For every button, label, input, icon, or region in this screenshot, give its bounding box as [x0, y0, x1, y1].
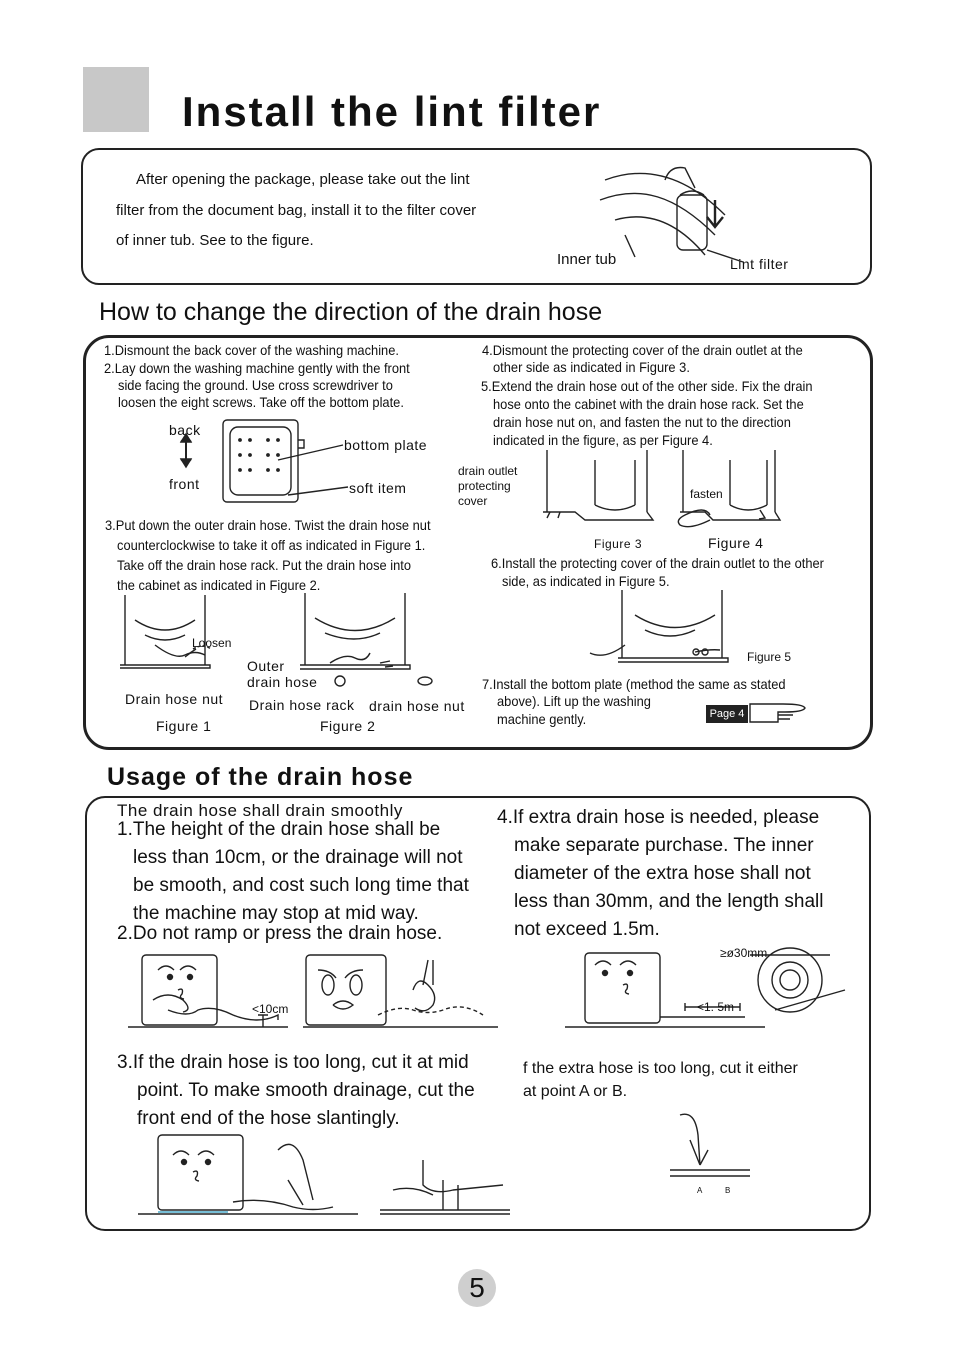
step6-line-1: 6.Install the protecting cover of the drain outlet to the other: [491, 555, 824, 571]
page-number: 5: [458, 1269, 496, 1307]
step7-line-1: 7.Install the bottom plate (method the same as stated: [482, 676, 786, 692]
cut-point-illustration: [655, 1110, 755, 1185]
lint-intro-line-2: filter from the document bag, install it to the filter cover: [116, 202, 477, 219]
figure3-4-illustration: [535, 450, 785, 535]
item1-line-2: less than 10cm, or the drainage will not: [133, 847, 463, 868]
step3-line-2: counterclockwise to take it off as indicated in Figure 1.: [117, 537, 426, 553]
item4-line-1: 4.If extra drain hose is needed, please: [497, 807, 820, 828]
step3-line-4: the cabinet as indicated in Figure 2.: [117, 577, 321, 593]
label-drain-hose-nut-1: Drain hose nut: [125, 691, 224, 707]
label-1-5m: <1. 5m: [697, 1000, 735, 1014]
label-drain-hose-rack: Drain hose rack: [249, 697, 355, 713]
drain-usage-heading: Usage of the drain hose: [107, 763, 414, 791]
item3-line-1: 3.If the drain hose is too long, cut it at mid: [117, 1052, 469, 1073]
step5-line-2: hose onto the cabinet with the drain hose rack. Set the: [493, 396, 804, 412]
drain-direction-heading: How to change the direction of the drain hose: [99, 298, 603, 326]
label-back: back: [169, 422, 201, 438]
label-drain-outlet: drain outlet: [458, 464, 518, 478]
label-figure4: Figure 4: [708, 535, 764, 551]
item1-line-3: be smooth, and cost such long time that: [133, 875, 469, 896]
step7-line-2: above). Lift up the washing: [497, 693, 651, 709]
lint-filter-illustration: [595, 155, 795, 265]
label-point-a: A: [697, 1186, 703, 1195]
extra-line-2: at point A or B.: [523, 1083, 628, 1100]
step4-line-1: 4.Dismount the protecting cover of the drain outlet at the: [482, 342, 803, 358]
usage-subheading: The drain hose shall drain smoothly: [117, 801, 403, 820]
label-inner-tub: Inner tub: [557, 251, 617, 268]
header-gray-block: [83, 67, 149, 132]
page-title: Install the lint filter: [182, 88, 602, 135]
figure5-illustration: [580, 590, 730, 670]
item3-line-3: front end of the hose slantingly.: [137, 1108, 400, 1129]
label-protecting: protecting: [458, 479, 511, 493]
step2-line-1: 2.Lay down the washing machine gently with the front: [104, 360, 410, 376]
step2-line-2: side facing the ground. Use cross screwdriver to: [118, 377, 393, 393]
label-figure2: Figure 2: [320, 718, 376, 734]
item4-line-5: not exceed 1.5m.: [514, 919, 660, 940]
item1-line-4: the machine may stop at mid way.: [133, 903, 419, 924]
label-figure3: Figure 3: [594, 537, 643, 551]
pointing-hand-icon: [748, 700, 808, 728]
step5-line-4: indicated in the figure, as per Figure 4.: [493, 432, 713, 448]
item2-text: 2.Do not ramp or press the drain hose.: [117, 923, 443, 944]
label-10cm: <10cm: [252, 1002, 289, 1016]
page-reference-badge: Page 4: [706, 705, 748, 723]
label-fasten: fasten: [690, 487, 723, 501]
extra-line-1: f the extra hose is too long, cut it either: [523, 1060, 798, 1077]
label-point-b: B: [725, 1186, 731, 1195]
label-lint-filter: Lint filter: [730, 256, 789, 272]
step6-line-2: side, as indicated in Figure 5.: [502, 573, 670, 589]
label-bottom-plate: bottom plate: [344, 437, 428, 453]
step2-line-3: loosen the eight screws. Take off the bottom plate.: [118, 394, 404, 410]
item4-line-4: less than 30mm, and the length shall: [514, 891, 824, 912]
label-front: front: [169, 476, 200, 492]
step1-text: 1.Dismount the back cover of the washing machine.: [104, 342, 399, 358]
item1-line-1: 1.The height of the drain hose shall be: [117, 819, 441, 840]
label-cover: cover: [458, 494, 488, 508]
lint-intro-line-1: After opening the package, please take out the lint: [136, 171, 470, 188]
step3-line-3: Take off the drain hose rack. Put the drain hose into: [117, 557, 412, 573]
step7-line-3: machine gently.: [497, 711, 587, 727]
step5-line-1: 5.Extend the drain hose out of the other side. Fix the drain: [481, 378, 813, 394]
item4-line-2: make separate purchase. The inner: [514, 835, 814, 856]
label-drain-hose: drain hose: [247, 674, 318, 690]
step4-line-2: other side as indicated in Figure 3.: [493, 359, 690, 375]
lint-intro-line-3: of inner tub. See to the figure.: [116, 232, 314, 249]
label-loosen: Loosen: [192, 636, 232, 650]
figure2-illustration: [300, 593, 470, 693]
step3-line-1: 3.Put down the outer drain hose. Twist the drain hose nut: [105, 517, 431, 533]
extra-hose-illustration: [565, 945, 850, 1035]
label-outer: Outer: [247, 658, 285, 674]
hose-height-illustration: [128, 950, 498, 1035]
label-soft-item: soft item: [349, 480, 407, 496]
item4-line-3: diameter of the extra hose shall not: [514, 863, 811, 884]
label-30mm: ≥ø30mm: [720, 946, 768, 960]
hose-cut-illustration: [138, 1130, 518, 1220]
label-figure1: Figure 1: [156, 718, 212, 734]
label-drain-hose-nut-2: drain hose nut: [369, 698, 465, 714]
label-figure5: Figure 5: [747, 650, 792, 664]
item3-line-2: point. To make smooth drainage, cut the: [137, 1080, 475, 1101]
step5-line-3: drain hose nut on, and fasten the nut to the direction: [493, 414, 791, 430]
